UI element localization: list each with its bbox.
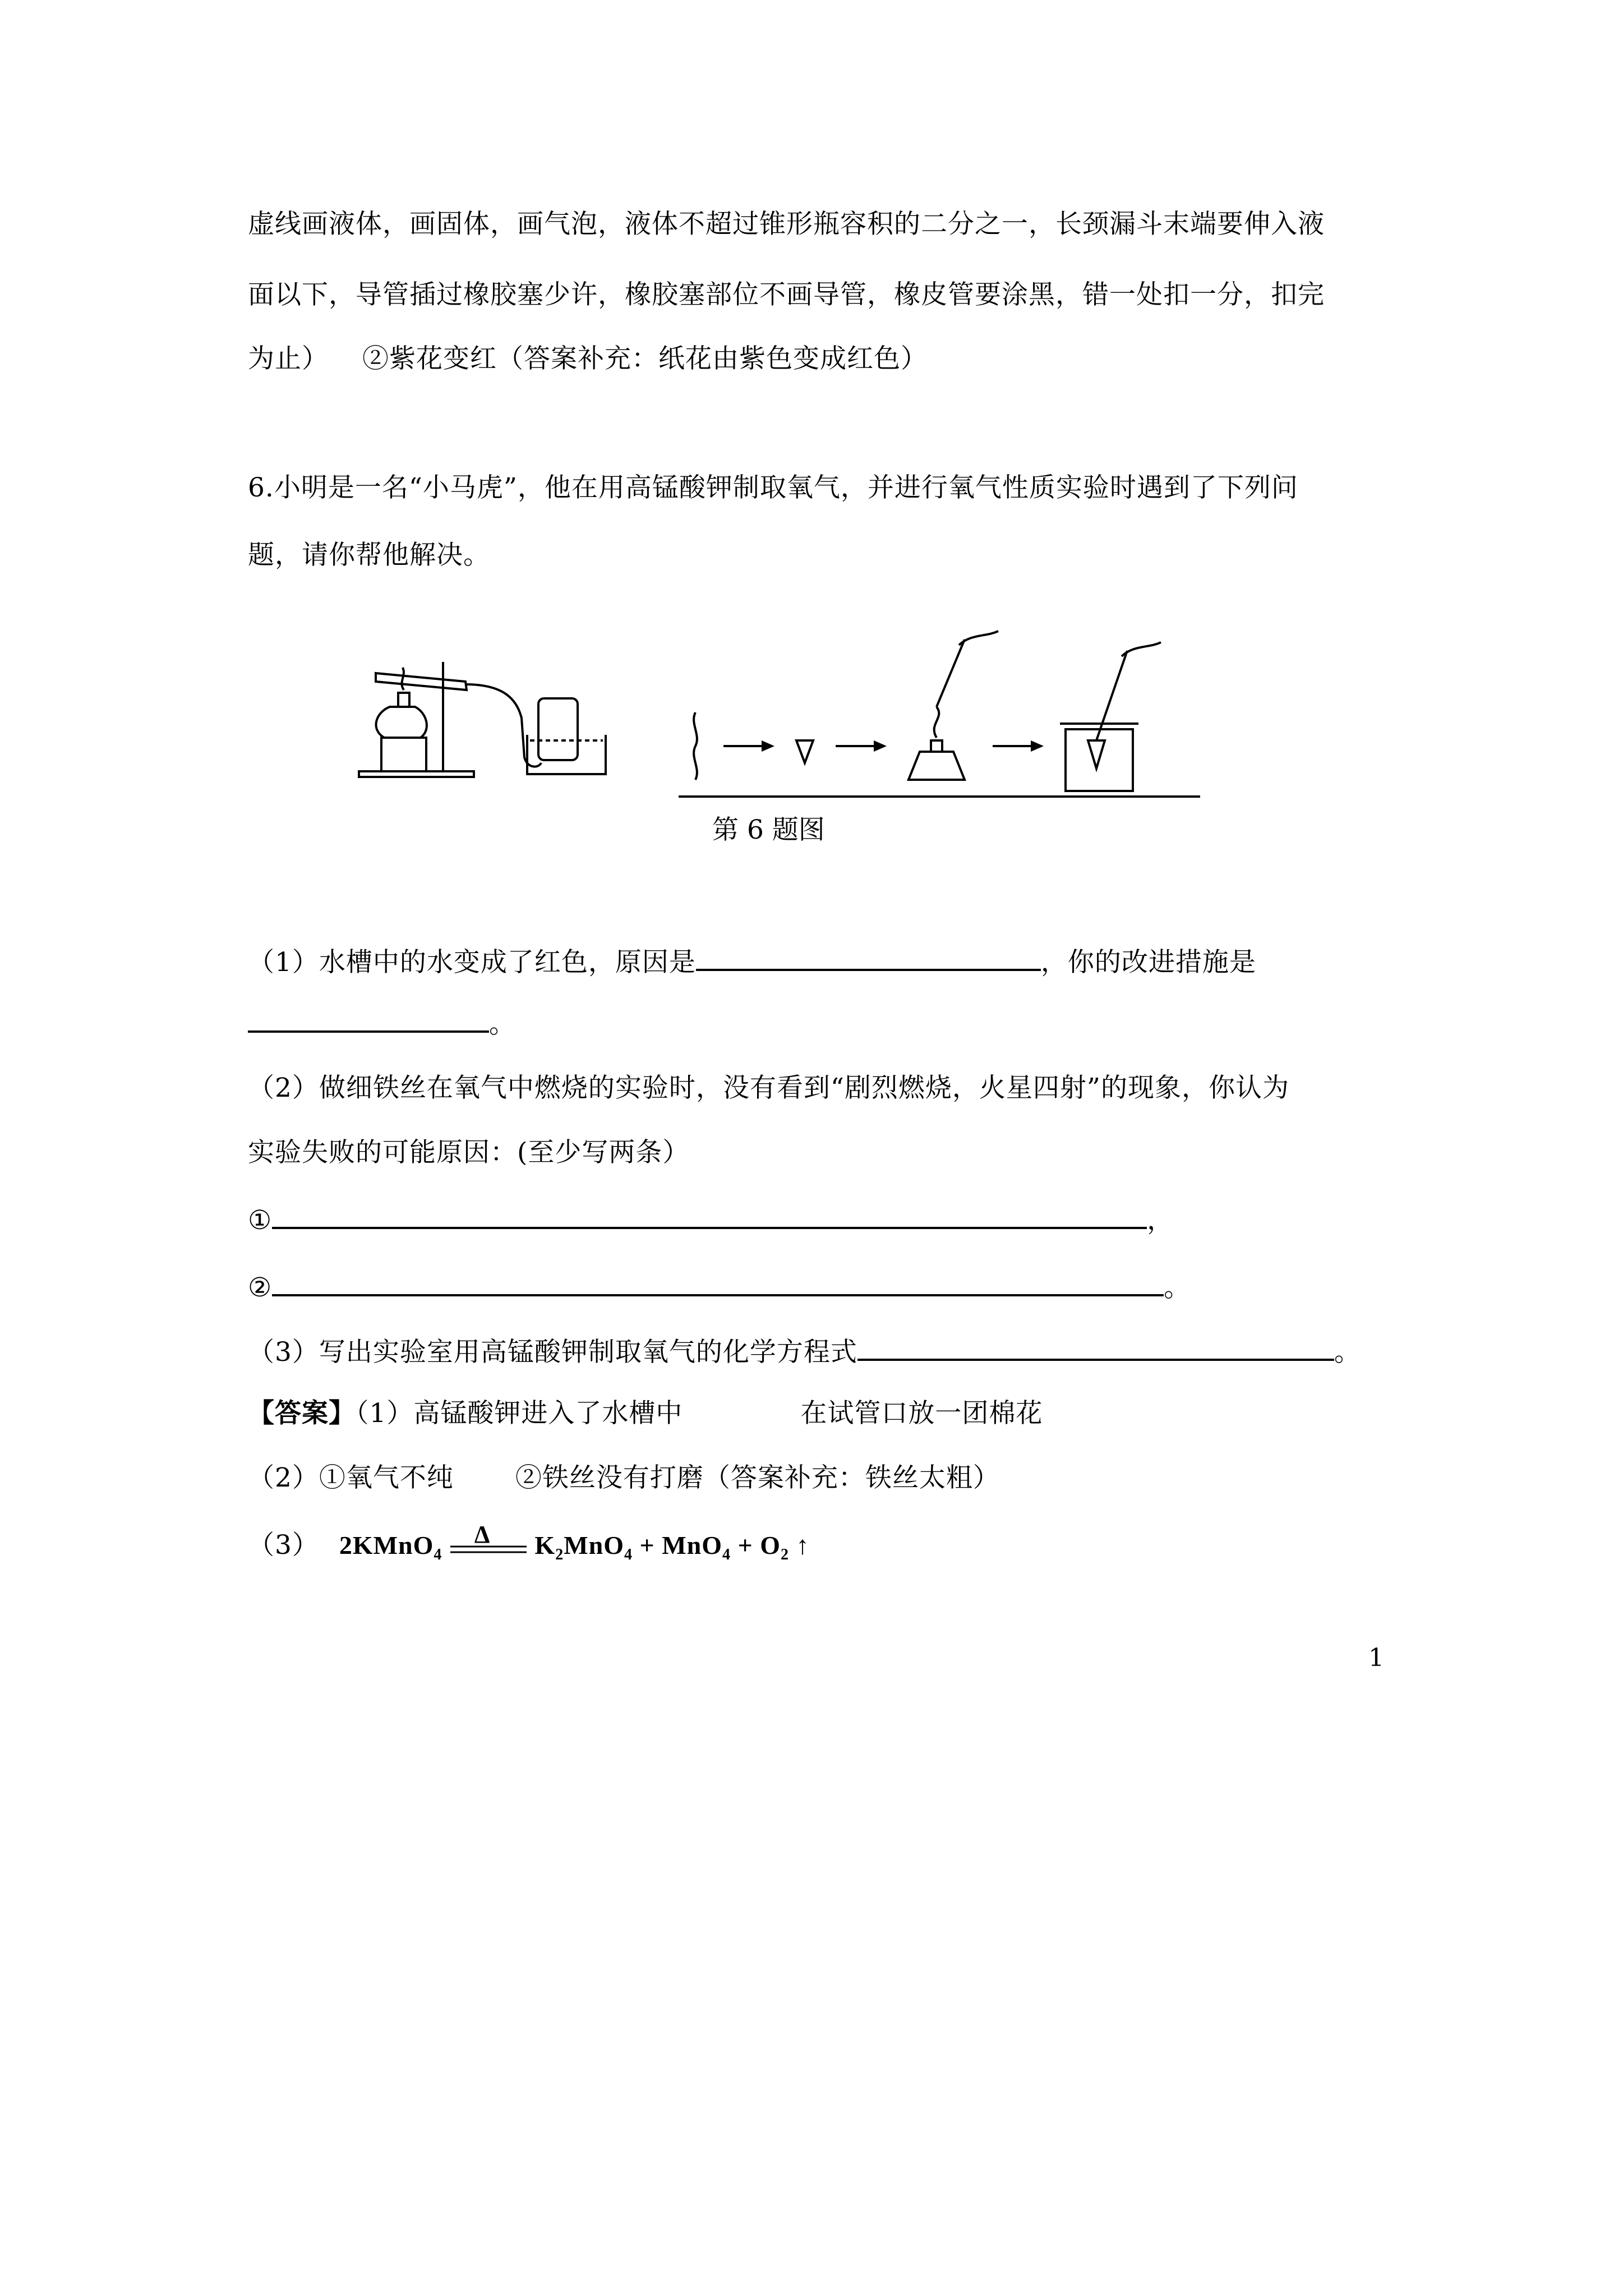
oxygen-generation-apparatus [359,662,606,777]
answer-line-2: （2）①氧气不纯 ②铁丝没有打磨（答案补充：铁丝太粗） [248,1462,1000,1493]
answer-blank[interactable] [857,1329,1334,1361]
page-number: 1 [1368,1644,1384,1672]
prev-answer-line-2: 面以下，导管插过橡胶塞少许，橡胶塞部位不画导管，橡皮管要涂黑，错一处扣一分，扣完 [248,279,1325,310]
sub-question-2-item-1: ① ， [248,1198,1174,1240]
sub-question-3: （3）写出实验室用高锰酸钾制取氧气的化学方程式 。 [248,1329,1361,1372]
prev-answer-line-3: 为止） ②紫花变红（答案补充：纸花由紫色变成红色） [248,343,928,374]
gas-arrow-icon: ↑ [796,1531,810,1559]
figure-caption: 第 6 题图 [712,815,825,845]
sub-question-1-continued: 。 [248,1001,516,1044]
answer-blank[interactable] [248,1001,489,1033]
equals-sign-icon [449,1539,528,1561]
answer-line-3: （3） 2KMnO$_4$ Δ $K_2MnO_4 + MnO_4 + O_2$ ↑ [248,1521,810,1563]
answer-blank[interactable] [696,940,1041,971]
question-6-line-1: 6.小明是一名“小马虎”，他在用高锰酸钾制取氧气，并进行氧气性质实验时遇到了下列问 [248,472,1298,503]
sub-question-2-line-1: （2）做细铁丝在氧气中燃烧的实验时，没有看到“剧烈燃烧，火星四射”的现象，你认为 [248,1073,1289,1103]
sub-question-2-item-2: ② 。 [248,1265,1191,1308]
iron-wire-combustion-steps [679,631,1200,797]
chemical-equation: 2KMnO$_4$ Δ $K_2MnO_4 + MnO_4 + O_2$ ↑ [339,1521,810,1563]
question-6-figure [336,628,1211,808]
answer-blank[interactable] [272,1265,1164,1296]
question-6-line-2: 题，请你帮他解决。 [248,540,490,570]
answer-line-1: 【答案】（1）高锰酸钾进入了水槽中 在试管口放一团棉花 [248,1398,1043,1429]
prev-answer-line-1: 虚线画液体，画固体，画气泡，液体不超过锥形瓶容积的二分之一，长颈漏斗末端要伸入液 [248,209,1325,240]
sub-question-1: （1）水槽中的水变成了红色，原因是 ，你的改进措施是 [248,940,1256,982]
sub-question-2-line-2: 实验失败的可能原因：(至少写两条） [248,1137,690,1168]
heating-condition: Δ [449,1536,528,1559]
answer-blank[interactable] [272,1198,1147,1229]
